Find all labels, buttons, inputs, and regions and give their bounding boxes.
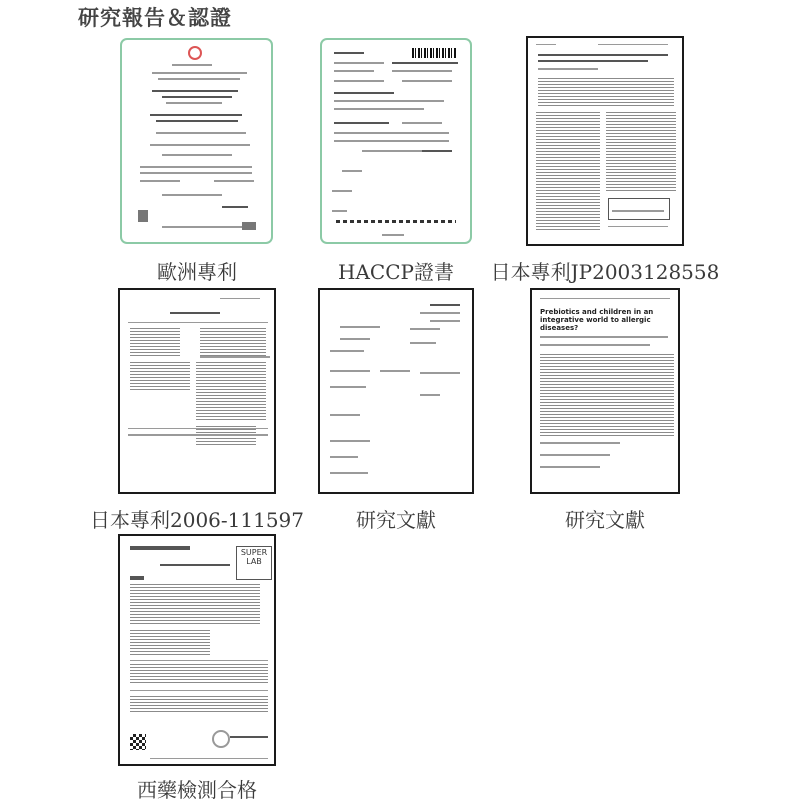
document-thumbnail-japan-patent-2006-111597[interactable] [118, 288, 276, 494]
document-thumbnail-european-patent[interactable] [120, 38, 273, 244]
document-thumbnail-research-literature-1[interactable] [318, 288, 474, 494]
document-thumbnail-research-literature-2[interactable] [530, 288, 680, 494]
caption-japan-patent-2006-111597: 日本專利2006-111597 [89, 508, 305, 532]
caption-drug-test-report: 西藥檢測合格 [137, 778, 257, 802]
caption-research-literature-2: 研究文獻 [565, 508, 645, 532]
caption-japan-patent-jp2003128558: 日本專利JP2003128558 [490, 260, 720, 284]
paper-title: Prebiotics and children in an integrative world to allergic diseases? [540, 308, 654, 332]
section-title: 研究報告＆認證 [78, 5, 232, 30]
seal-icon [188, 46, 202, 60]
seal-icon [212, 730, 230, 748]
caption-haccp-certificate: HACCP證書 [338, 260, 454, 284]
document-thumbnail-drug-test-report[interactable] [118, 534, 276, 766]
document-thumbnail-haccp-certificate[interactable] [320, 38, 472, 244]
qr-code-icon [130, 734, 146, 750]
super-lab-logo: SUPER LAB [236, 546, 272, 580]
caption-european-patent: 歐洲專利 [157, 260, 237, 284]
caption-research-literature-1: 研究文獻 [356, 508, 436, 532]
document-thumbnail-japan-patent-jp2003128558[interactable] [526, 36, 684, 246]
